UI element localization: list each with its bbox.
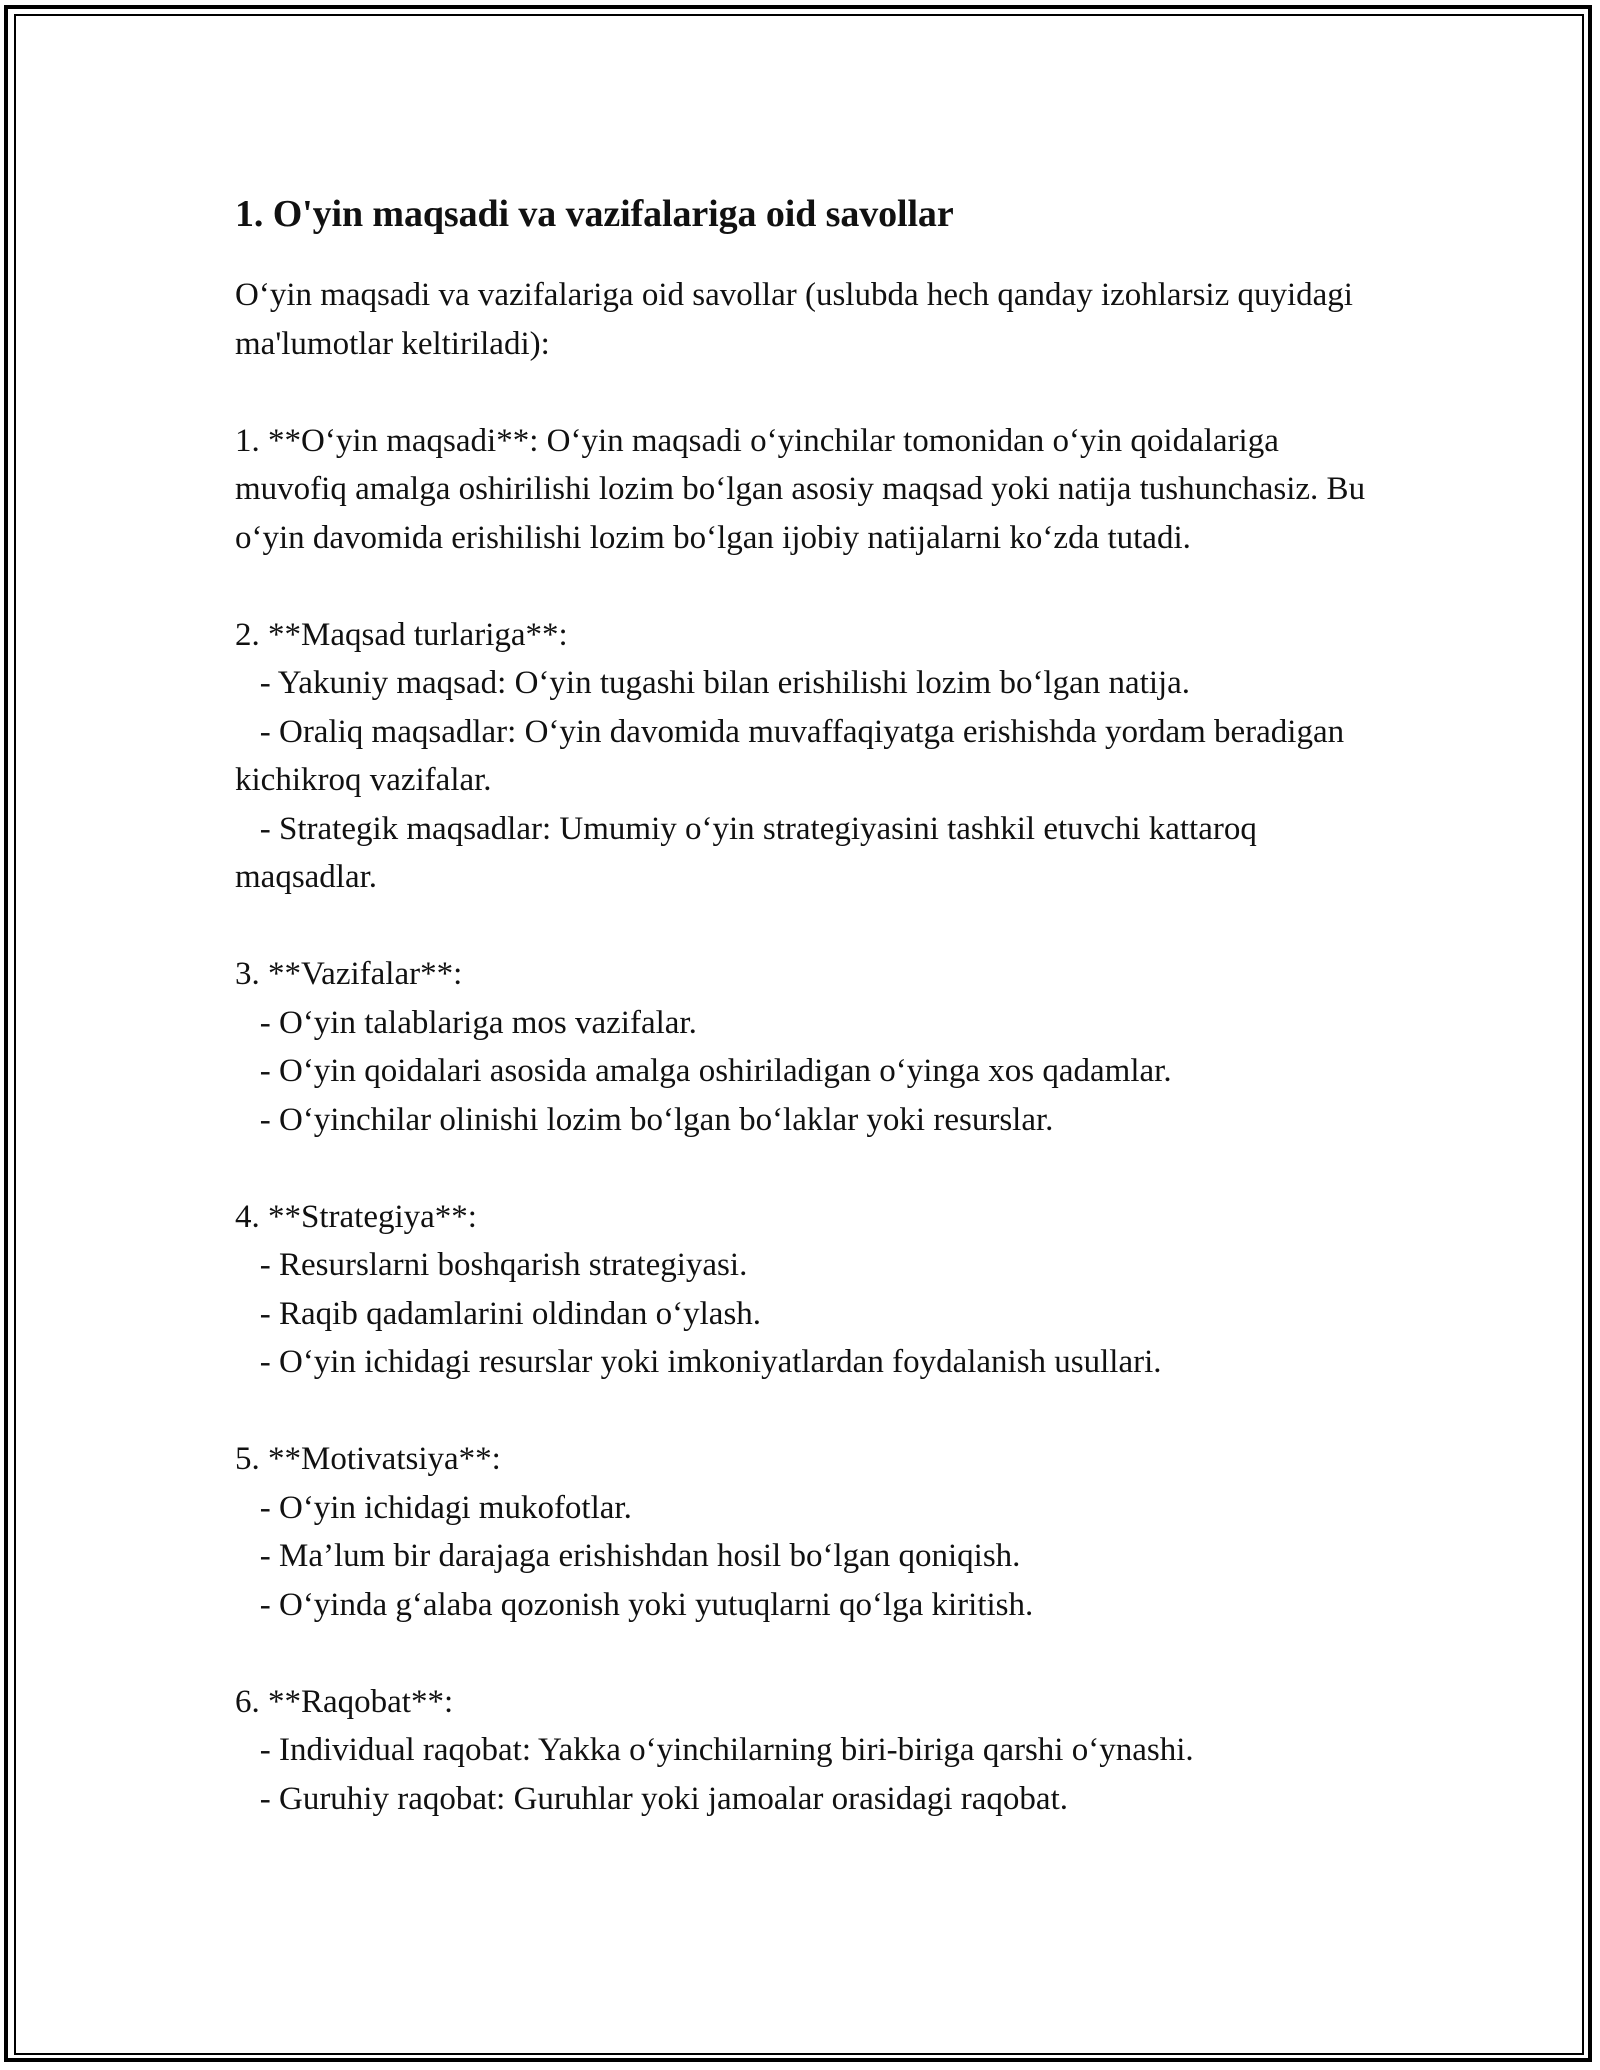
- list-item: - O‘yin qoidalari asosida amalga oshiriladigan o‘yinga xos qadamlar.: [235, 1053, 1172, 1089]
- list-item: - O‘yin talablariga mos vazifalar.: [235, 1004, 697, 1041]
- list-item: - Resurslarni boshqarish strategiyasi.: [235, 1247, 748, 1283]
- list-item: - O‘yinchilar olinishi lozim bo‘lgan bo‘laklar yoki resurslar.: [235, 1101, 1054, 1138]
- section-heading: 2. **Maqsad turlariga**:: [235, 616, 568, 653]
- document-body: [235, 185, 1385, 1823]
- intro-paragraph: O‘yin maqsadi va vazifalariga oid savollar (uslubda hech qanday izohlarsiz quyidagi ma'lumotlar keltiriladi):: [235, 277, 1362, 362]
- section-line: 1. **O‘yin maqsadi**: O‘yin maqsadi o‘yinchilar tomonidan o‘yin qoidalariga muvofiq amalga oshirilishi lozim bo‘lgan asosiy maqsad yoki natija tushunchasiz. Bu o‘yin davomida erishilishi lozim bo‘lgan ijobiy natijalarni ko‘zda tutadi.: [235, 422, 1374, 556]
- document-title: 1. O'yin maqsadi va vazifalariga oid savollar: [235, 193, 954, 235]
- section-2: [235, 611, 1385, 902]
- list-item: - O‘yinda g‘alaba qozonish yoki yutuqlarni qo‘lga kiritish.: [235, 1586, 1034, 1623]
- section-heading: 5. **Motivatsiya**:: [235, 1441, 501, 1477]
- section-6: [235, 1678, 1385, 1824]
- list-item: - Guruhiy raqobat: Guruhlar yoki jamoalar orasidagi raqobat.: [235, 1780, 1068, 1817]
- list-item: - Ma’lum bir darajaga erishishdan hosil bo‘lgan qoniqish.: [235, 1538, 1021, 1574]
- section-heading: 4. **Strategiya**:: [235, 1198, 477, 1235]
- section-5: [235, 1435, 1385, 1629]
- paragraph-gap: [235, 368, 1385, 417]
- list-item: - Raqib qadamlarini oldindan o‘ylash.: [235, 1295, 762, 1332]
- paragraph-gap: [235, 562, 1385, 611]
- paragraph-gap: [235, 902, 1385, 951]
- section-1: [235, 417, 1385, 563]
- list-item: - O‘yin ichidagi mukofotlar.: [235, 1489, 632, 1526]
- list-item: - O‘yin ichidagi resurslar yoki imkoniyatlardan foydalanish usullari.: [235, 1344, 1162, 1380]
- paragraph-gap: [235, 1387, 1385, 1436]
- section-heading: 6. **Raqobat**:: [235, 1683, 454, 1720]
- list-item: - Yakuniy maqsad: O‘yin tugashi bilan erishilishi lozim bo‘lgan natija.: [235, 665, 1191, 701]
- paragraph-gap: [235, 1629, 1385, 1678]
- section-4: [235, 1193, 1385, 1387]
- section-3: [235, 950, 1385, 1144]
- list-item: - Strategik maqsadlar: Umumiy o‘yin strategiyasini tashkil etuvchi kattaroq maqsadlar.: [235, 810, 1266, 895]
- section-heading: 3. **Vazifalar**:: [235, 956, 463, 992]
- list-item: - Oraliq maqsadlar: O‘yin davomida muvaffaqiyatga erishishda yordam beradigan kichikroq vazifalar.: [235, 713, 1353, 798]
- list-item: - Individual raqobat: Yakka o‘yinchilarning biri-biriga qarshi o‘ynashi.: [235, 1732, 1194, 1768]
- paragraph-gap: [235, 1144, 1385, 1193]
